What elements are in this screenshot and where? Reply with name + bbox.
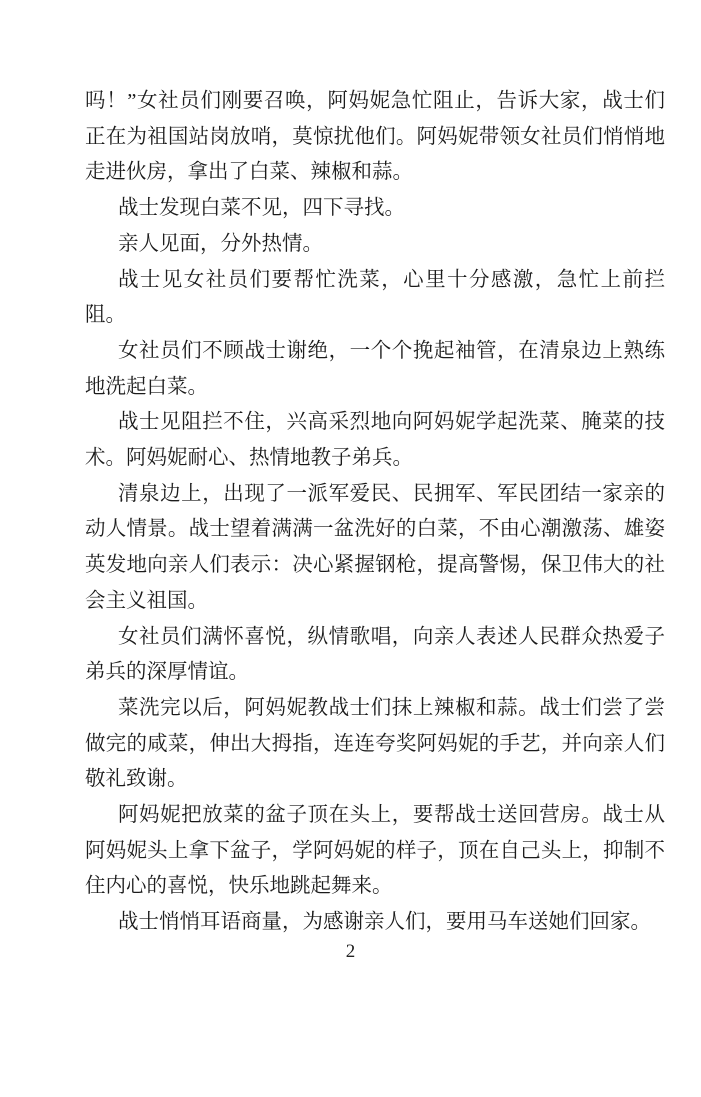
paragraph: 战士见阻拦不住，兴高采烈地向阿妈妮学起洗菜、腌菜的技术。阿妈妮耐心、热情地教子弟兵。	[85, 411, 665, 470]
paragraph: 吗！”女社员们刚要召唤，阿妈妮急忙阻止，告诉大家，战士们正在为祖国站岗放哨，莫惊扰他们。阿妈妮带领女社员们悄悄地走进伙房，拿出了白菜、辣椒和蒜。	[85, 90, 665, 184]
paragraph: 阿妈妮把放菜的盆子顶在头上，要帮战士送回营房。战士从阿妈妮头上拿下盆子，学阿妈妮的样子，顶在自己头上，抑制不住内心的喜悦，快乐地跳起舞来。	[85, 804, 665, 898]
paragraph: 战士见女社员们要帮忙洗菜，心里十分感激，急忙上前拦阻。	[85, 268, 665, 327]
paragraph: 清泉边上，出现了一派军爱民、民拥军、军民团结一家亲的动人情景。战士望着满满一盆洗好的白菜，不由心潮激荡、雄姿英发地向亲人们表示：决心紧握钢枪，提高警惕，保卫伟大的社会主义祖国。	[85, 482, 665, 612]
paragraph: 战士发现白菜不见，四下寻找。	[118, 197, 405, 220]
page-number: 2	[345, 941, 356, 962]
paragraph: 菜洗完以后，阿妈妮教战士们抹上辣椒和蒜。战士们尝了尝做完的咸菜，伸出大拇指，连连夸奖阿妈妮的手艺，并向亲人们敬礼致谢。	[85, 696, 665, 791]
paragraph: 亲人见面，分外热情。	[118, 232, 323, 255]
paragraph: 战士悄悄耳语商量，为感谢亲人们，要用马车送她们回家。	[118, 911, 651, 934]
paragraph: 女社员们满怀喜悦，纵情歌唱，向亲人表述人民群众热爱子弟兵的深厚情谊。	[85, 625, 665, 684]
paragraph: 女社员们不顾战士谢绝，一个个挽起袖管，在清泉边上熟练地洗起白菜。	[85, 339, 665, 398]
page-text	[85, 84, 665, 941]
